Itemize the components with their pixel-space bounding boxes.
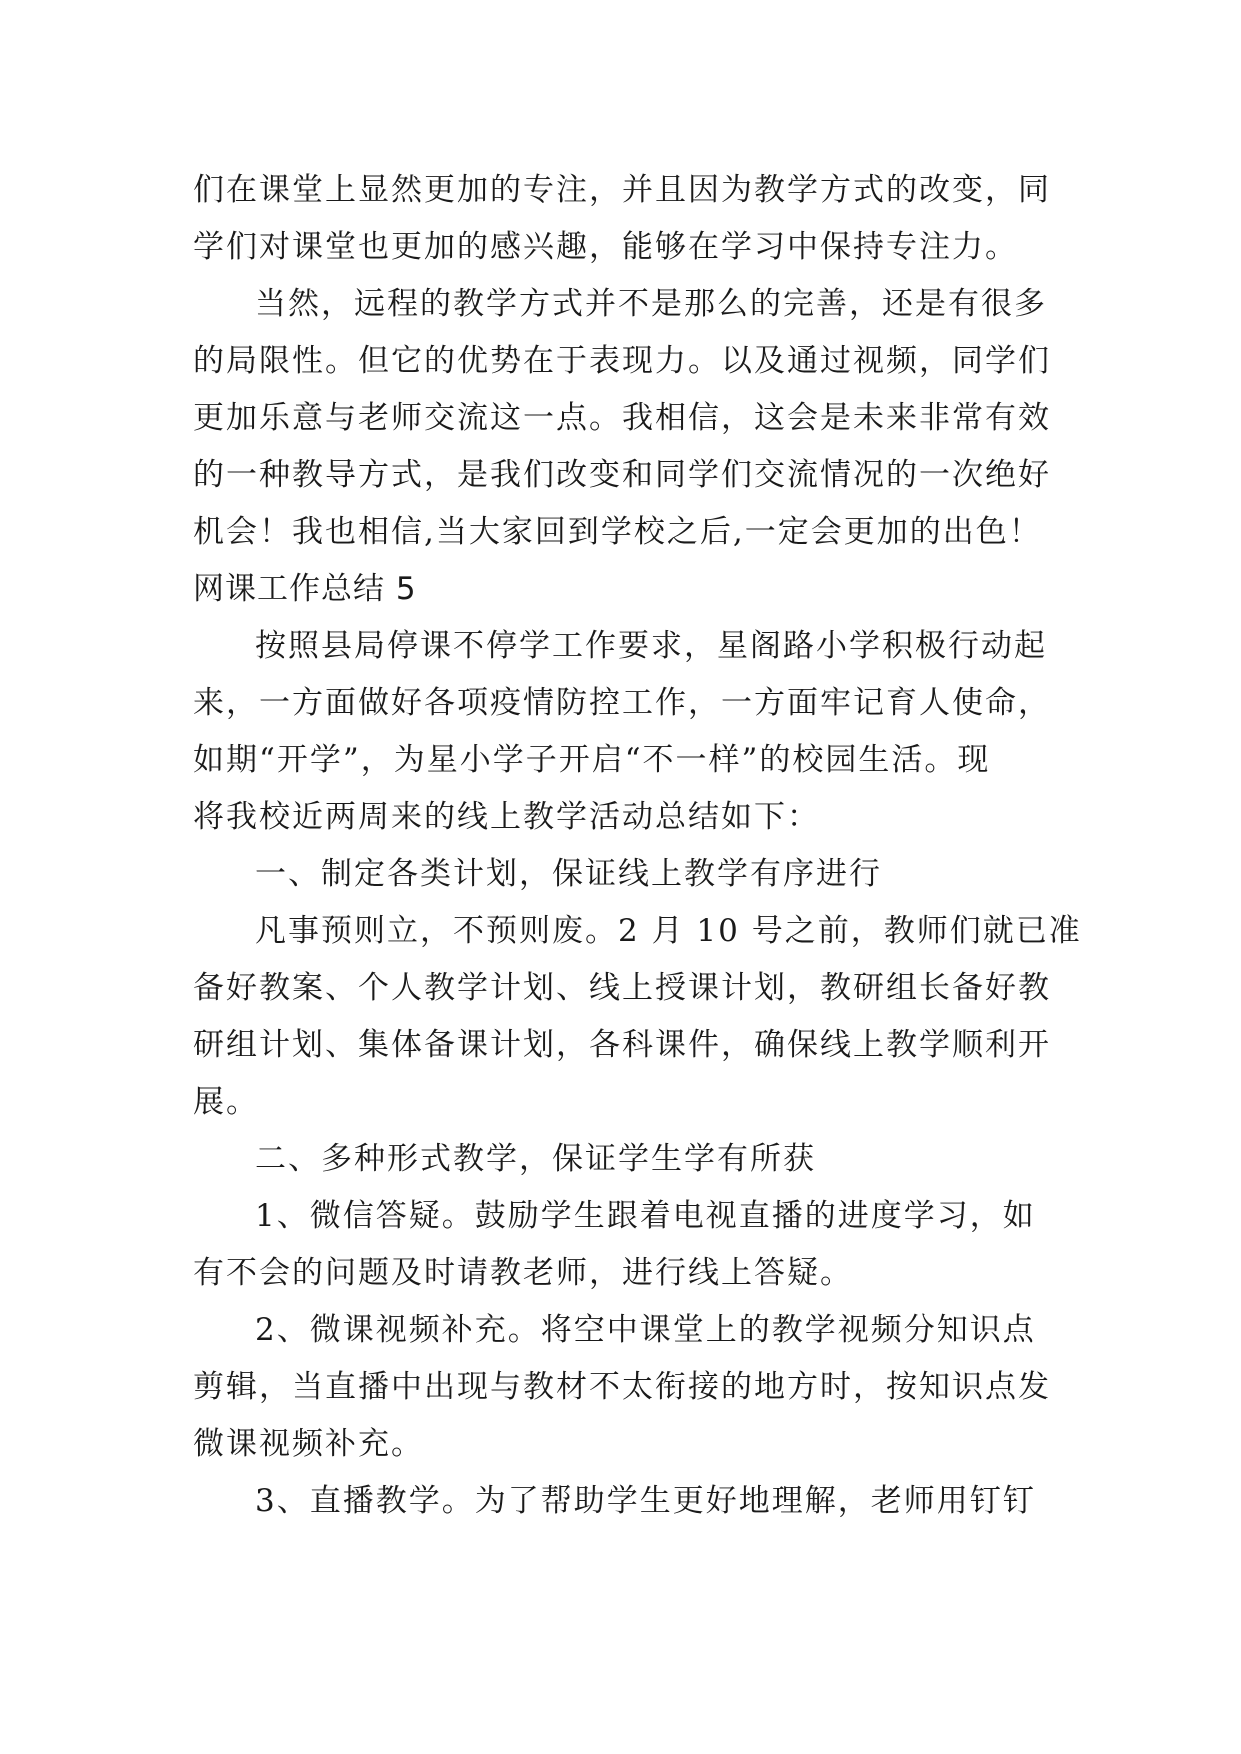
text-line: 备好教案、个人教学计划、线上授课计划，教研组长备好教 — [193, 970, 1051, 1006]
text-line: 的局限性。但它的优势在于表现力。以及通过视频，同学们 — [193, 343, 1051, 379]
paragraph-start: 当然，远程的教学方式并不是那么的完善，还是有很多 — [255, 286, 1047, 322]
list-item-two: 2、微课视频补充。将空中课堂上的教学视频分知识点 — [255, 1312, 1036, 1348]
text-line: 机会！我也相信,当大家回到学校之后,一定会更加的出色！ — [193, 514, 1042, 550]
subheading-one: 一、制定各类计划，保证线上教学有序进行 — [255, 856, 882, 892]
paragraph-start: 凡事预则立，不预则废。2 月 10 号之前，教师们就已准 — [255, 913, 1082, 949]
text-line: 展。 — [193, 1084, 259, 1120]
text-line: 有不会的问题及时请教老师，进行线上答疑。 — [193, 1255, 853, 1291]
text-line: 微课视频补充。 — [193, 1426, 424, 1462]
list-item-three: 3、直播教学。为了帮助学生更好地理解，老师用钉钉 — [255, 1483, 1036, 1519]
text-line: 的一种教导方式，是我们改变和同学们交流情况的一次绝好 — [193, 457, 1051, 493]
document-body — [193, 162, 1082, 1530]
text-line: 更加乐意与老师交流这一点。我相信，这会是未来非常有效 — [193, 400, 1051, 436]
text-line: 研组计划、集体备课计划，各科课件，确保线上教学顺利开 — [193, 1027, 1051, 1063]
text-line: 学们对课堂也更加的感兴趣，能够在学习中保持专注力。 — [193, 229, 1018, 265]
paragraph-start: 按照县局停课不停学工作要求，星阁路小学积极行动起 — [255, 628, 1047, 664]
section-heading: 网课工作总结 5 — [193, 571, 417, 607]
list-item-one: 1、微信答疑。鼓励学生跟着电视直播的进度学习，如 — [255, 1198, 1036, 1234]
text-line: 剪辑，当直播中出现与教材不太衔接的地方时，按知识点发 — [193, 1369, 1051, 1405]
text-line: 来，一方面做好各项疫情防控工作，一方面牢记育人使命， — [193, 685, 1051, 721]
text-line: 将我校近两周来的线上教学活动总结如下： — [193, 799, 820, 835]
text-line: 如期“开学”，为星小学子开启“不一样”的校园生活。现 — [193, 742, 991, 778]
text-line: 们在课堂上显然更加的专注，并且因为教学方式的改变，同 — [193, 172, 1051, 208]
subheading-two: 二、多种形式教学，保证学生学有所获 — [255, 1141, 816, 1177]
